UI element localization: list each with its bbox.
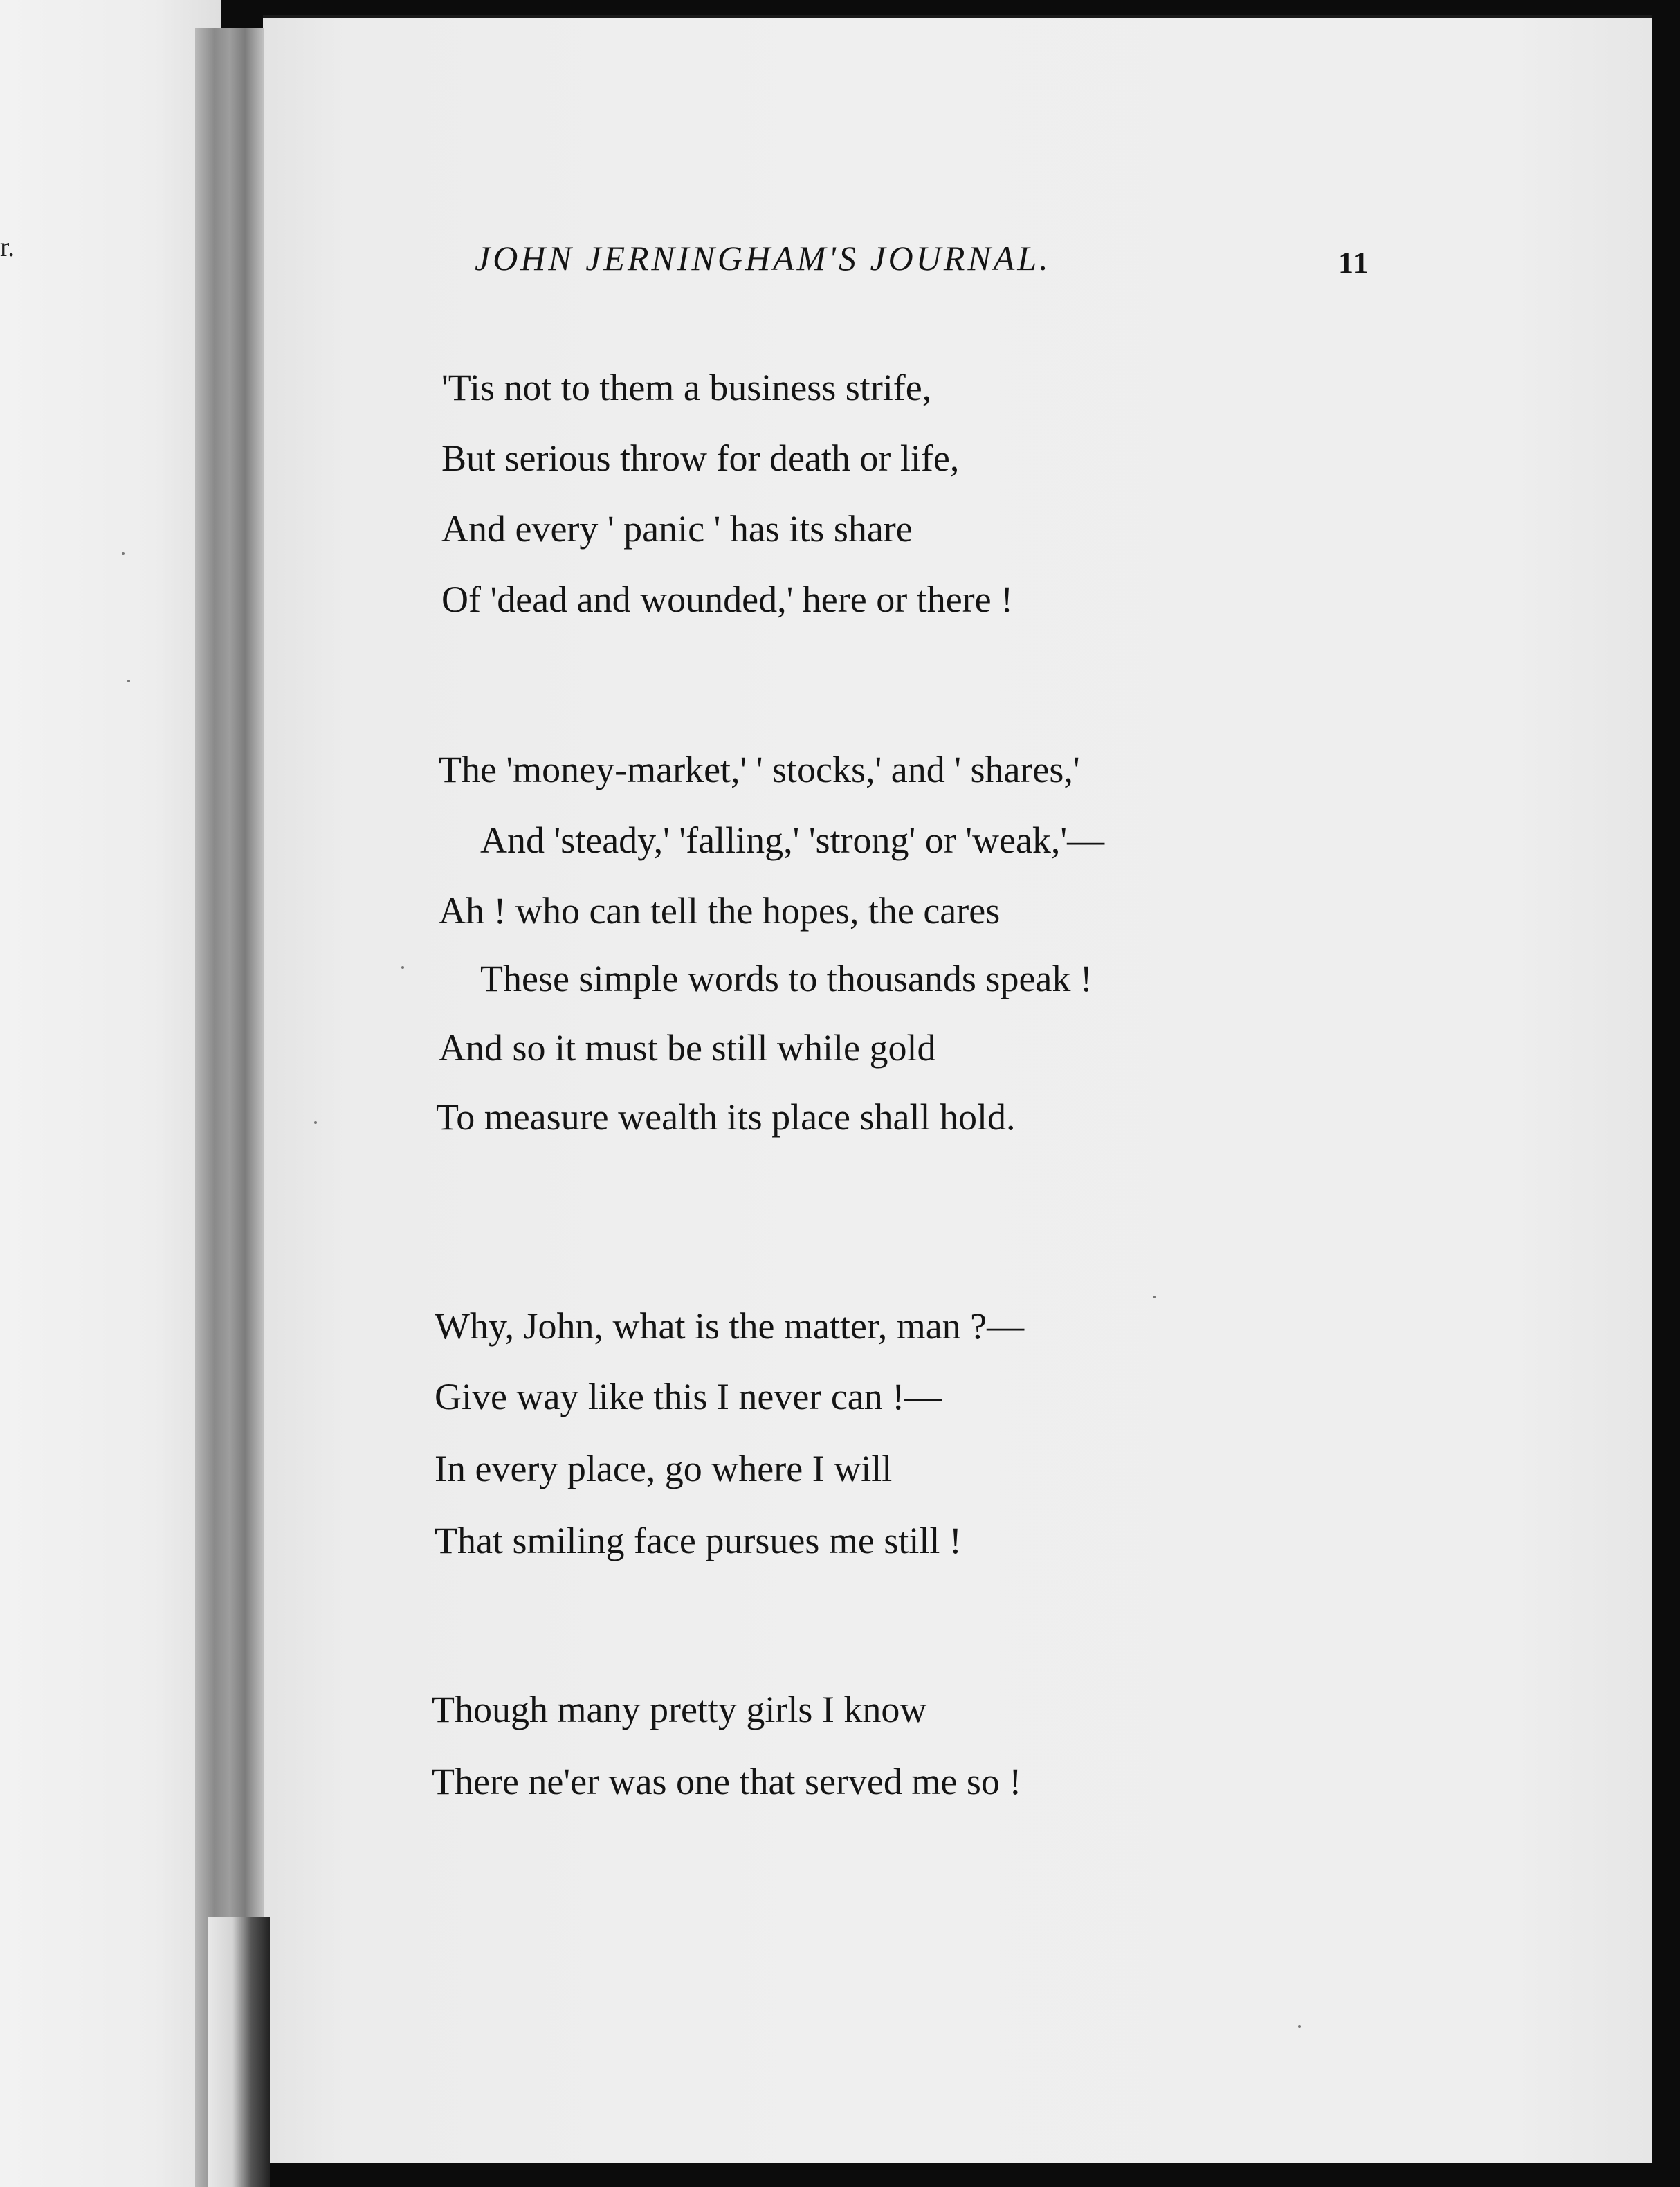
running-head: JOHN JERNINGHAM'S JOURNAL. [475,239,1051,278]
scan-speck [1153,1296,1156,1298]
book-gutter [195,28,264,2187]
verse-line: There ne'er was one that served me so ! [432,1761,1022,1802]
verse-line: Ah ! who can tell the hopes, the cares [439,890,1001,932]
left-page-margin [0,0,221,2187]
verse-line: In every place, go where I will [435,1448,893,1489]
right-page [263,15,1652,2163]
verse-line: Though many pretty girls I know [432,1689,927,1730]
scan-speck [314,1121,317,1124]
page-fold-shadow [208,1917,270,2187]
verse-line: And every ' panic ' has its share [441,508,913,550]
verse-line-indented: These simple words to thousands speak ! [480,958,1093,999]
verse-line: That smiling face pursues me still ! [435,1520,962,1561]
verse-line: The 'money-market,' ' stocks,' and ' shares,' [439,749,1080,790]
verse-line: To measure wealth its place shall hold. [436,1096,1016,1138]
scan-speck [122,552,125,555]
verse-line: But serious throw for death or life, [441,437,960,479]
verse-line: Of 'dead and wounded,' here or there ! [441,579,1014,620]
page-number: 11 [1338,246,1370,280]
scan-speck [127,680,130,682]
verse-line: And so it must be still while gold [439,1027,936,1069]
verse-line: Give way like this I never can !— [435,1376,942,1417]
left-page-text-fragment: r. [0,231,15,262]
verse-line: 'Tis not to them a business strife, [441,367,932,408]
scan-speck [401,966,404,969]
verse-line: Why, John, what is the matter, man ?— [435,1305,1025,1347]
scan-border-right [1652,0,1680,2187]
scan-speck [1298,2025,1301,2028]
verse-line-indented: And 'steady,' 'falling,' 'strong' or 'weak,'— [480,819,1105,861]
